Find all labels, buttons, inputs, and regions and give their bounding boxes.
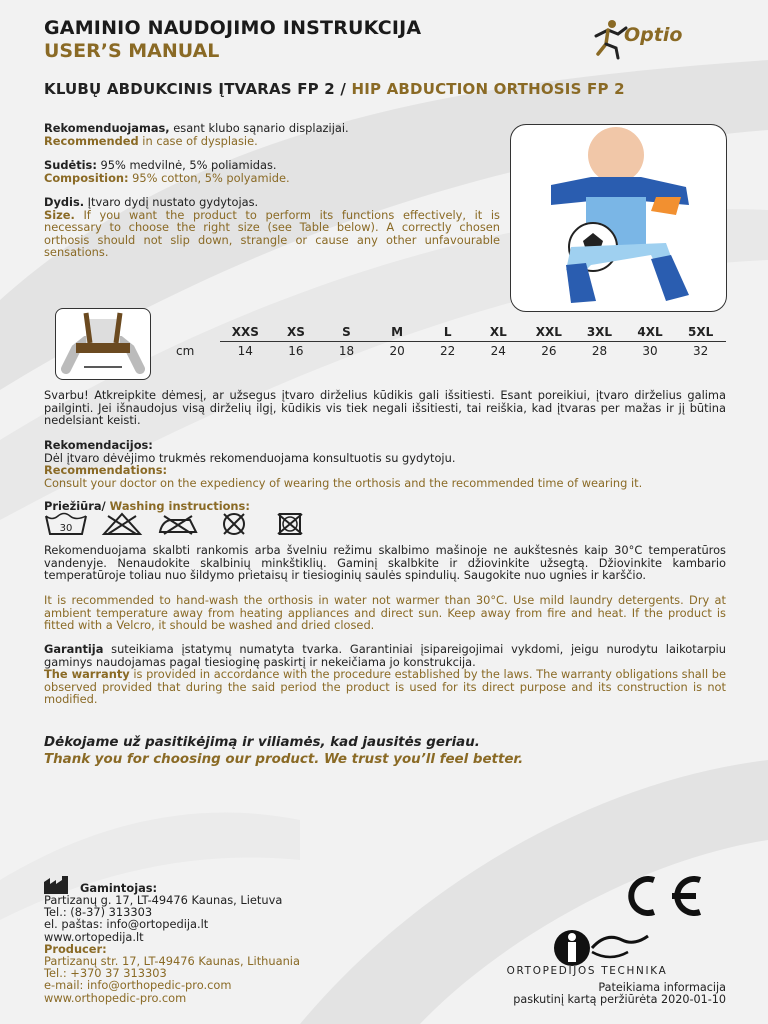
manufacturer-label-en: Producer: bbox=[44, 941, 107, 956]
size-value: 22 bbox=[440, 344, 456, 358]
size-lt-label: Dydis. bbox=[44, 195, 85, 209]
recommended-en-label: Recommended bbox=[44, 133, 139, 148]
thanks-en: Thank you for choosing our product. We trust you’ll feel better. bbox=[44, 752, 524, 767]
manufacturer-web-lt: www.ortopedija.lt bbox=[44, 929, 144, 944]
recommendations-lt-text: Dėl įtvaro dėvėjimo trukmės rekomenduojama konsultuotis su gydytoju. bbox=[44, 450, 456, 465]
baby-illustration bbox=[511, 125, 726, 311]
recommendations-lt-label: Rekomendacijos: bbox=[44, 438, 153, 452]
info-note bbox=[476, 982, 726, 1007]
recommended-lt-label: Rekomenduojamas, bbox=[44, 121, 170, 135]
care-label-lt: Priežiūra/ bbox=[44, 499, 106, 513]
factory-icon bbox=[44, 876, 70, 894]
info-line-2: paskutinį kartą peržiūrėta 2020-01-10 bbox=[513, 993, 726, 1007]
care-text-lt: Rekomenduojama skalbti rankomis arba švelniu režimu skalbimo mašinoje ne aukštesnės kaip 30°C temperatūros vandenyje. Nenaudokite skalbinių minkštiklių. Gaminį skalbkite ir džiovinkite užsegtą. Džiovinkite kambario temperatūroje toliau nuo šildymo prietaisų ir tiesioginių saulės spindulių. Saugokite nuo ugnies ir karščio. bbox=[44, 543, 726, 583]
size-table bbox=[176, 323, 726, 360]
care-label bbox=[44, 500, 250, 513]
warranty-en bbox=[44, 668, 726, 706]
no-dry-clean-icon bbox=[212, 512, 256, 536]
no-tumble-dry-icon bbox=[268, 512, 312, 536]
size-xl: XL bbox=[489, 325, 507, 339]
size-value: 14 bbox=[237, 344, 253, 358]
composition-lt-text: 95% medvilnė, 5% poliamidas. bbox=[96, 158, 277, 172]
size-values-row bbox=[176, 342, 726, 360]
info-line-1: Pateikiama informacija bbox=[598, 981, 726, 994]
hand-wash-30-icon bbox=[44, 512, 88, 536]
product-title-en: HIP ABDUCTION ORTHOSIS FP 2 bbox=[351, 80, 625, 98]
size-en-text: If you want the product to perform its functions effectively, it is necessary to choose the right size (see Table below). A correctly chosen orthosis should not slip down, strangle or cause any other unfavourable sensations. bbox=[44, 207, 500, 260]
wash-temp-text: 30 bbox=[59, 523, 73, 534]
size-value: 32 bbox=[693, 344, 709, 358]
no-iron-icon bbox=[156, 512, 200, 536]
manufacturer-email-lt: el. paštas: info@ortopedija.lt bbox=[44, 917, 209, 932]
size-value: 28 bbox=[591, 344, 608, 358]
recommendations-en-label: Recommendations: bbox=[44, 463, 168, 478]
size-unit: cm bbox=[176, 344, 195, 358]
manufacturer-tel-lt: Tel.: (8-37) 313303 bbox=[44, 905, 153, 920]
manufacturer-label-lt: Gamintojas: bbox=[80, 880, 158, 895]
manufacturer-tel-en: Tel.: +370 37 313303 bbox=[44, 966, 167, 981]
recommended-lt-text: esant klubo sąnario displazijai. bbox=[169, 121, 349, 135]
size-header-row bbox=[176, 323, 726, 341]
manufacturer-email-en: e-mail: info@orthopedic-pro.com bbox=[44, 978, 232, 993]
recommended-block bbox=[44, 122, 500, 147]
size-s: S bbox=[342, 325, 351, 339]
manufacturer-address-en: Partizanų str. 17, LT-49476 Kaunas, Lithuania bbox=[44, 954, 300, 969]
no-bleach-icon bbox=[100, 512, 144, 536]
care-icons bbox=[44, 512, 312, 536]
warranty-lt-text: suteikiama įstatymų numatyta tvarka. Garantiniai įsipareigojimai vykdomi, jeigu nurodytu laikotarpiu gaminys naudojamas pagal tiesioginę paskirtį ir nekeičiama jo konstrukcija. bbox=[44, 642, 726, 669]
size-en-label: Size. bbox=[44, 207, 75, 222]
size-5xl: 5XL bbox=[688, 325, 714, 339]
size-xxl: XXL bbox=[535, 325, 562, 339]
size-xxs: XXS bbox=[231, 325, 259, 339]
baby-photo bbox=[510, 124, 727, 312]
composition-en-label: Composition: bbox=[44, 170, 129, 185]
warranty-lt bbox=[44, 643, 726, 668]
size-value: 20 bbox=[389, 344, 405, 358]
care-label-en: Washing instructions: bbox=[105, 499, 250, 513]
care-text-en: It is recommended to hand-wash the orthosis in water not warmer than 30°C. Use mild laundry detergents. Dry at ambient temperature away from heating appliances and direct sun. Keep away from fire and heat. If the product is fitted with a Velcro, it should be washed and dried closed. bbox=[44, 593, 726, 633]
company-name: ORTOPEDIJOS TECHNIKA bbox=[506, 965, 668, 977]
orthosis-diagram-icon bbox=[55, 308, 151, 380]
brand-name: Optio bbox=[624, 24, 683, 46]
manufacturer-address-lt: Partizanų g. 17, LT-49476 Kaunas, Lietuva bbox=[44, 893, 283, 907]
title-lt: GAMINIO NAUDOJIMO INSTRUKCIJA bbox=[44, 17, 422, 39]
size-l: L bbox=[443, 325, 452, 339]
size-block bbox=[44, 196, 500, 259]
composition-en-text: 95% cotton, 5% polyamide. bbox=[128, 170, 290, 185]
size-value: 26 bbox=[541, 344, 557, 358]
manufacturer-block bbox=[44, 876, 300, 1004]
size-value: 24 bbox=[490, 344, 506, 358]
product-title bbox=[44, 80, 625, 98]
recommendations-en-text: Consult your doctor on the expediency of wearing the orthosis and the recommended time of wearing it. bbox=[44, 475, 643, 490]
warranty-en-label: The warranty bbox=[44, 667, 130, 681]
size-value: 30 bbox=[642, 344, 658, 358]
size-3xl: 3XL bbox=[586, 325, 613, 339]
title-en: USER’S MANUAL bbox=[44, 40, 220, 62]
recommendations-block bbox=[44, 439, 726, 489]
thanks-lt: Dėkojame už pasitikėjimą ir viliamės, kad jausitės geriau. bbox=[44, 735, 480, 750]
size-value: 16 bbox=[288, 344, 304, 358]
size-value: 18 bbox=[338, 344, 355, 358]
optio-logo bbox=[590, 16, 725, 62]
size-m: M bbox=[391, 325, 404, 339]
recommended-en-text: in case of dysplasie. bbox=[138, 133, 258, 148]
size-4xl: 4XL bbox=[637, 325, 663, 339]
warranty-lt-label: Garantija bbox=[44, 642, 104, 656]
warning-text: Svarbu! Atkreipkite dėmesį, ar užsegus įtvaro dirželius kūdikis gali išsitiesti. Esant poreikiui, įtvaro dirželius galima pailginti. Jei išnaudojus visą dirželių ilgį, kūdikis vis tiek negali išsitiesti, tai reiškia, kad įtvaras per mažas ir jį būtina nedelsiant keisti. bbox=[44, 388, 726, 428]
manufacturer-header bbox=[44, 876, 300, 894]
manufacturer-web-en: www.orthopedic-pro.com bbox=[44, 990, 187, 1005]
ortopedijos-technika-logo bbox=[544, 928, 654, 968]
ce-mark bbox=[620, 876, 706, 916]
warranty-en-text: is provided in accordance with the procedure established by the laws. The warranty obligations shall be observed provided that during the said period the product is used for its direct purpose and its construction is not modified. bbox=[44, 667, 726, 707]
product-title-lt: KLUBŲ ABDUKCINIS ĮTVARAS FP 2 / bbox=[44, 80, 352, 98]
size-xs: XS bbox=[286, 325, 305, 339]
composition-block bbox=[44, 159, 500, 184]
size-lt-text: Įtvaro dydį nustato gydytojas. bbox=[84, 195, 259, 209]
composition-lt-label: Sudėtis: bbox=[44, 158, 97, 172]
